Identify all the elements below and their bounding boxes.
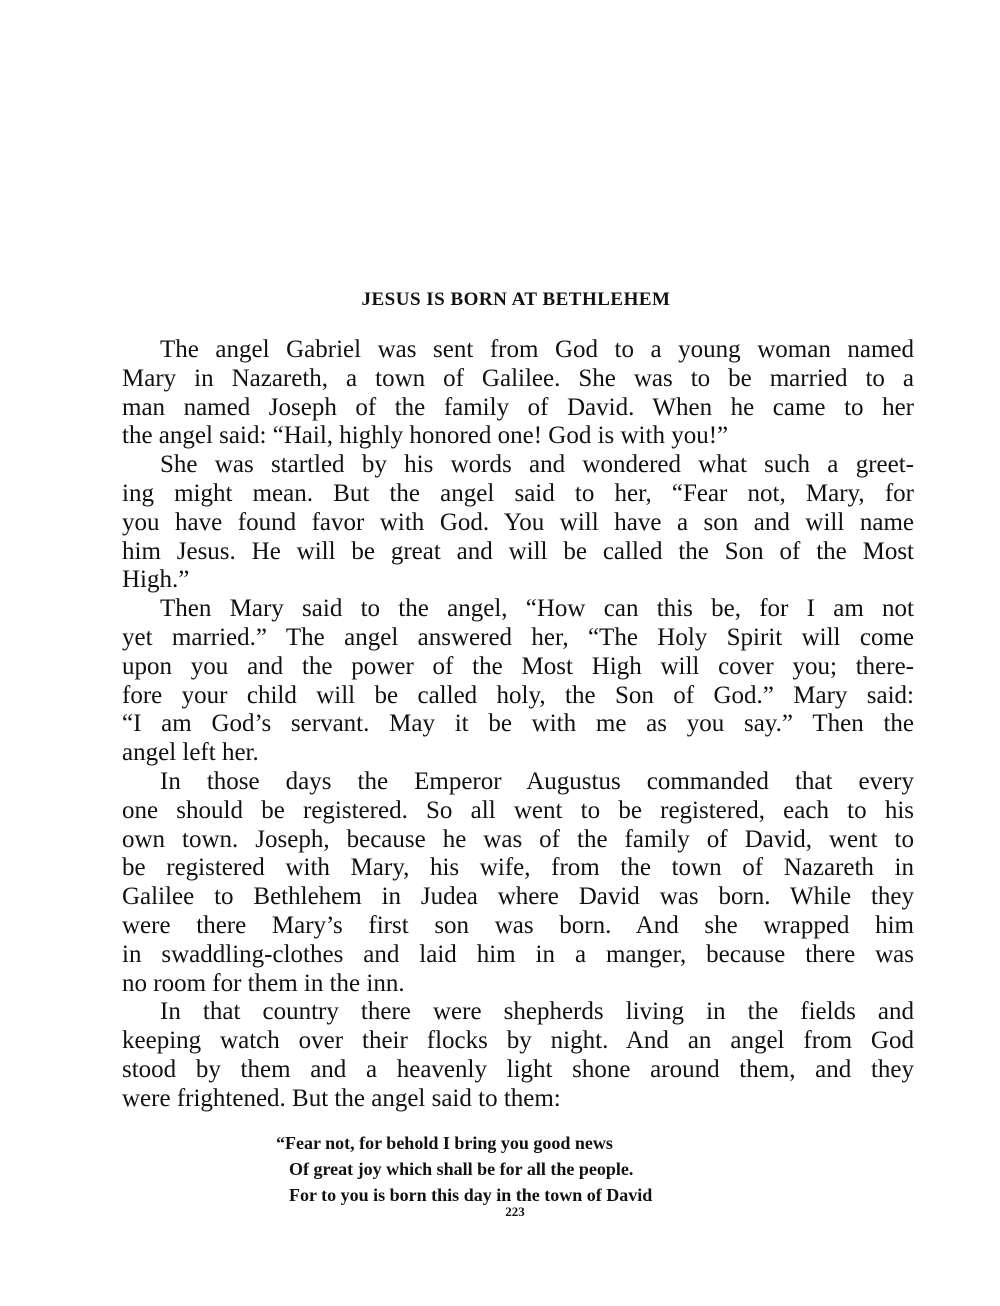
text-line: were frightened. But the angel said to them: (122, 1084, 561, 1112)
paragraph (122, 998, 914, 1113)
text-line: ing might mean. But the angel said to her, “Fear not, Mary, for (122, 479, 914, 507)
text-line: be registered with Mary, his wife, from the town of Nazareth in (122, 854, 914, 882)
paragraph (122, 336, 914, 451)
text-line: High.” (122, 566, 190, 594)
text-line: one should be registered. So all went to be registered, each to his (122, 796, 914, 824)
text-line: In that country there were shepherds living in the fields and (160, 998, 914, 1026)
text-line: in swaddling-clothes and laid him in a manger, because there was (122, 940, 914, 968)
text-line: own town. Joseph, because he was of the family of David, went to (122, 825, 914, 853)
text-line: the angel said: “Hail, highly honored one! God is with you!” (122, 422, 729, 450)
text-line: no room for them in the inn. (122, 969, 405, 997)
text-line: angel left her. (122, 739, 259, 767)
text-line: upon you and the power of the Most High will cover you; there- (122, 652, 914, 680)
text-line: Galilee to Bethlehem in Judea where David was born. While they (122, 883, 914, 911)
text-line: fore your child will be called holy, the Son of God.” Mary said: (122, 681, 914, 709)
paragraph (122, 595, 914, 768)
text-line: Mary in Nazareth, a town of Galilee. She was to be married to a (122, 364, 914, 392)
verse-line: “Fear not, for behold I bring you good news (276, 1133, 613, 1153)
paragraph (122, 768, 914, 998)
text-line: him Jesus. He will be great and will be called the Son of the Most (122, 537, 914, 565)
body-text (122, 336, 914, 1114)
verse-quote (276, 1130, 796, 1208)
text-line: were there Mary’s first son was born. And she wrapped him (122, 911, 914, 939)
chapter-title: JESUS IS BORN AT BETHLEHEM (361, 289, 671, 310)
text-line: man named Joseph of the family of David. When he came to her (122, 393, 914, 421)
text-line: you have found favor with God. You will have a son and will name (122, 508, 914, 536)
text-line: The angel Gabriel was sent from God to a young woman named (160, 336, 914, 363)
page-number: 223 (505, 1204, 525, 1219)
text-line: Then Mary said to the angel, “How can this be, for I am not (160, 595, 914, 623)
text-line: stood by them and a heavenly light shone around them, and they (122, 1055, 914, 1083)
text-line: yet married.” The angel answered her, “The Holy Spirit will come (122, 623, 914, 651)
text-line: In those days the Emperor Augustus commanded that every (160, 767, 914, 795)
text-line: “I am God’s servant. May it be with me as you say.” Then the (122, 710, 914, 738)
verse-line: Of great joy which shall be for all the people. (289, 1159, 634, 1179)
text-line: keeping watch over their flocks by night. And an angel from God (122, 1027, 914, 1055)
text-line: She was startled by his words and wondered what such a greet- (160, 451, 914, 479)
verse-line: For to you is born this day in the town of David (289, 1185, 653, 1205)
paragraph (122, 451, 914, 595)
